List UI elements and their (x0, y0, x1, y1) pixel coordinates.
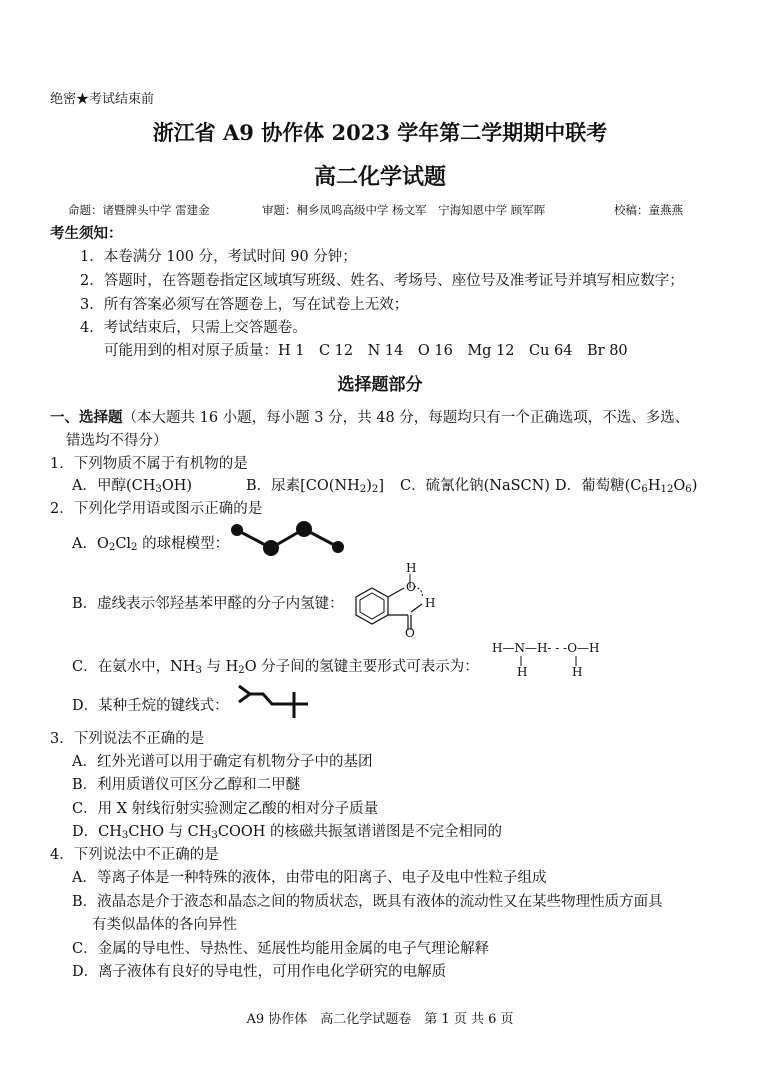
credit-reviewer: 审题：桐乡凤鸣高级中学 杨文军 宁海知恩中学 顾军晖 (262, 203, 546, 217)
q1-option-a: A．甲醇$(CH_3OH)$ (72, 478, 193, 495)
ball-stick-model (228, 518, 348, 558)
q4-option-b-cont: 有类似晶体的各向异性 (92, 917, 237, 933)
hbond-bonds (490, 650, 610, 672)
hbond-formula: H—N—H- - -O—H (492, 641, 600, 655)
q2-option-a: A．$O_2Cl_2$ 的球棍模型： (72, 536, 230, 553)
q4-option-c: C．金属的导电性、导热性、延展性均能用金属的电子气理论解释 (72, 941, 490, 957)
section-intro (50, 406, 689, 427)
credit-proof: 校稿：童燕燕 (614, 203, 683, 217)
q1-option-b: B．尿素$[CO(NH_2)_2]$ (246, 478, 385, 495)
q2-option-b: B．虚线表示邻羟基苯甲醛的分子内氢键： (72, 596, 344, 612)
q1-option-c: C．硫氰化钠(NaSCN) (400, 478, 550, 494)
credit-author: 命题：诸暨牌头中学 雷建金 (68, 203, 210, 217)
notice-item-4: 4．考试结束后，只需上交答题卷。 (80, 320, 307, 336)
secret-label: 绝密★考试结束前 (50, 92, 155, 107)
q1-stem: 1．下列物质不属于有机物的是 (50, 456, 248, 472)
notice-item-2: 2．答题时，在答题卷指定区域填写班级、姓名、考场号、座位号及准考证号并填写相应数字； (80, 273, 684, 289)
q2-option-d: D．某种壬烷的键线式： (72, 698, 229, 714)
q3-option-b: B．利用质谱仪可区分乙醇和二甲醚 (72, 777, 301, 793)
q1-option-d: D．葡萄糖$(C_6H_{12}O_6)$ (555, 478, 698, 495)
q4-option-d: D．离子液体有良好的导电性，可用作电化学研究的电解质 (72, 964, 447, 980)
q3-option-d: D．$CH_3CHO$ 与 $CH_3COOH$ 的核磁共振氢谱谱图是不完全相同的 (72, 824, 502, 841)
section-title: 选择题部分 (337, 375, 423, 395)
mol-o-bottom: O (405, 626, 415, 640)
q3-option-a: A．红外光谱可以用于确定有机物分子中的基团 (72, 754, 373, 770)
notice-item-1: 1．本卷满分 100 分，考试时间 90 分钟； (80, 249, 357, 265)
q3-stem: 3．下列说法不正确的是 (50, 731, 205, 747)
q2-option-c: C．在氨水中，$NH_3$ 与 $H_2O$ 分子间的氢键主要形式可表示为： (72, 659, 479, 676)
q4-stem: 4．下列说法中不正确的是 (50, 847, 219, 863)
q2-stem: 2．下列化学用语或图示正确的是 (50, 501, 263, 517)
q4-option-b: B．液晶态是介于液态和晶态之间的物质状态，既具有液体的流动性又在某些物理性质方面具 (72, 894, 663, 910)
section-intro-text: （本大题共 16 小题，每小题 3 分，共 48 分，每题均只有一个正确选项，不选、多选、 (122, 410, 690, 426)
notice-heading: 考生须知： (50, 225, 123, 242)
section-intro-label: 一、选择题 (50, 409, 123, 426)
hbond-h-n: H (517, 665, 528, 679)
nonane-skeletal (236, 682, 312, 722)
page-footer: A9 协作体 高二化学试题卷 第 1 页 共 6 页 (246, 1012, 514, 1027)
hbond-h-o: H (572, 665, 583, 679)
notice-item-3: 3．所有答案必须写在答题卷上，写在试卷上无效； (80, 297, 409, 313)
q3-option-c: C．用 X 射线衍射实验测定乙酸的相对分子质量 (72, 801, 379, 817)
section-intro-cont: 错选均不得分） (66, 433, 168, 449)
atomic-mass-line: 可能用到的相对原子质量：H 1 C 12 N 14 O 16 Mg 12 Cu 64 Br 80 (104, 343, 628, 359)
mol-h-top: H (406, 561, 417, 575)
q4-option-a: A．等离子体是一种特殊的液体，由带电的阳离子、电子及电中性粒子组成 (72, 870, 547, 886)
mol-h-right: H (425, 596, 436, 610)
mol-o-top: O (406, 580, 416, 594)
exam-title: 浙江省 A9 协作体 2023 学年第二学期期中联考 (152, 120, 608, 145)
exam-subtitle: 高二化学试题 (313, 164, 446, 190)
